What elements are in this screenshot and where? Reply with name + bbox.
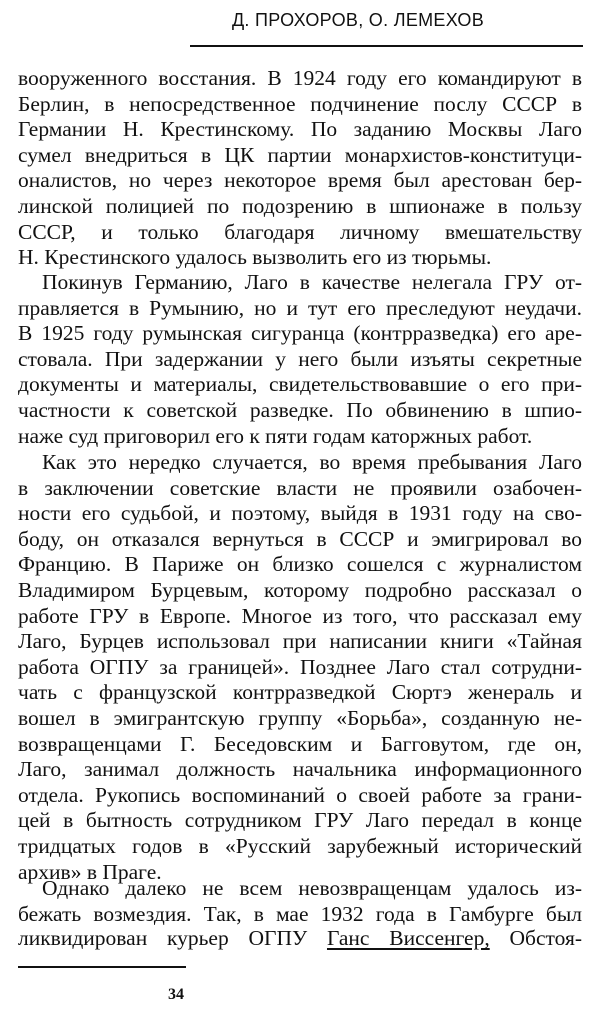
text-line: боду, он отказался вернуться в СССР и эмигрировал во [18,526,582,551]
footnote-rule [18,966,186,968]
text-line: Как это нередко случается, во время пребывания Лаго [42,450,582,474]
text-line: Берлин, в непосредственное подчинение послу СССР в [18,91,582,116]
text-line: вооруженного восстания. В 1924 году его командируют в [18,66,582,90]
text-line: возвращенцами Г. Беседовским и Багговутом, где он, [18,731,582,756]
text-line: Покинув Германию, Лаго в качестве нелегала ГРУ от- [42,270,582,294]
text-line: документы и материалы, свидетельствовавшие о его при- [18,372,582,397]
running-header: Д. ПРОХОРОВ, О. ЛЕМЕХОВ [231,10,485,30]
text-line: Францию. В Париже он близко сошелся с журналистом [18,552,582,577]
text-line: частности к советской разведке. По обвинению в шпио- [18,398,582,422]
text-line: В 1925 году румынская сигуранца (контрразведка) его аре- [18,321,582,346]
text-line: Н. Крестинского удалось вызволить его из тюрьмы. [18,245,492,270]
text-line: бежать возмездия. Так, в мае 1932 года в Гамбурге был [18,901,582,926]
text-line: чать с французской контрразведкой Сюртэ женераль и [18,680,582,705]
text-line: Лаго, Бурцев использовал при написании книги «Тайная [18,629,582,654]
underlined-name: Ганс Виссенгер, [326,926,490,950]
text-line: сумел внедриться в ЦК партии монархистов-конституци- [18,142,582,167]
text-line: правляется в Румынию, но и тут его преследуют неудачи. [18,295,582,320]
text-line: цей в бытность сотрудником ГРУ Лаго передал в конце [18,808,582,833]
text-segment: ликвидирован курьер ОГПУ [18,926,308,950]
text-segment: Обстоя- [509,926,582,950]
text-line: ности его судьбой, и поэтому, выйдя в 1931 году на сво- [18,501,582,526]
text-line: вошел в эмигрантскую группу «Борьба», созданную не- [18,706,582,730]
text-line: тридцатых годов в «Русский зарубежный исторический [18,834,582,858]
text-line: наже суд приговорил его к пяти годам каторжных работ. [18,423,533,448]
page-number: 34 [168,986,184,1003]
text-line: архив» в Праге. [18,859,162,884]
text-line: Однако далеко не всем невозвращенцам удалось из- [42,876,582,900]
text-line: линской полицией по подозрению в шпионаже в пользу [18,194,582,218]
text-line: работе ГРУ в Европе. Многое из того, что рассказал ему [18,603,582,628]
text-line [18,926,582,951]
text-line: Лаго, занимал должность начальника информационного [18,757,582,782]
text-line: Владимиром Бурцевым, которому подробно рассказал о [18,578,582,602]
text-line: работа ОГПУ за границей». Позднее Лаго стал сотрудни- [18,654,582,679]
text-line: СССР, и только благодаря личному вмешательству [18,219,582,244]
text-line: отдела. Рукопись воспоминаний о своей работе за грани- [18,782,582,807]
text-line: в заключении советские власти не проявили озабочен- [18,475,582,500]
text-line: оналистов, но через некоторое время был арестован бер- [18,168,582,193]
header-rule [190,45,583,47]
text-line: стовала. При задержании у него были изъяты секретные [18,346,582,371]
text-line: Германии Н. Крестинскому. По заданию Москвы Лаго [18,117,582,142]
